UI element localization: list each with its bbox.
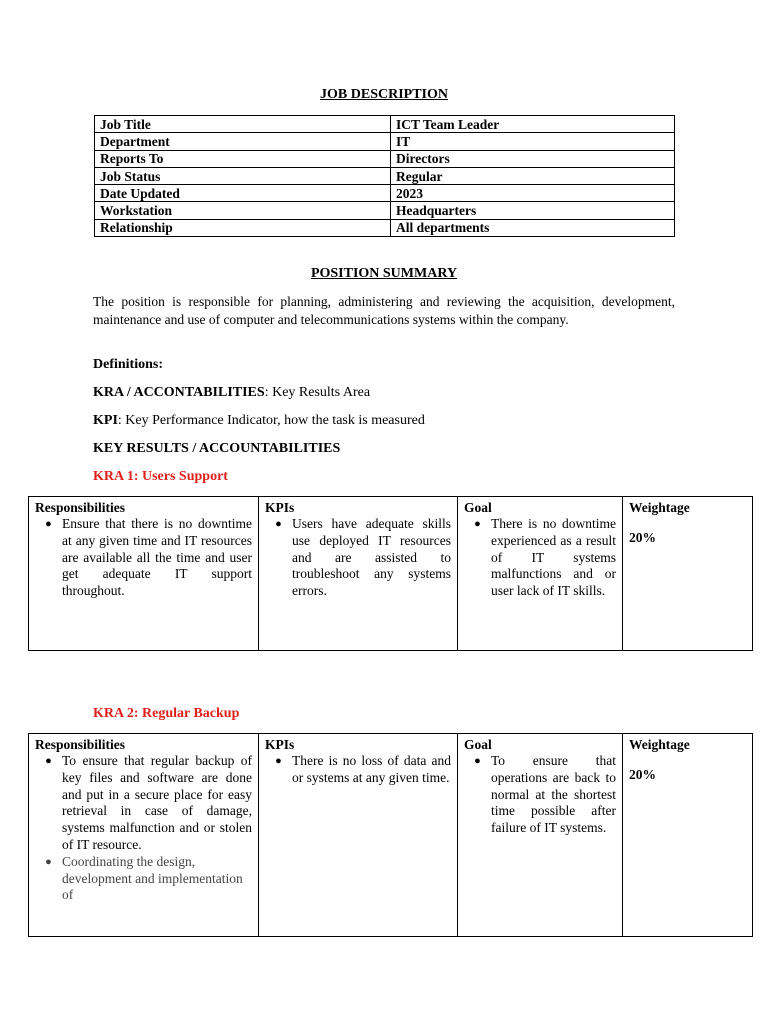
info-row <box>95 116 675 133</box>
kra2-weightage-value: 20% <box>629 767 656 782</box>
info-label: Date Updated <box>95 185 391 202</box>
kpi-definition <box>93 413 425 429</box>
responsibilities-header: Responsibilities <box>35 500 126 515</box>
weightage-header: Weightage <box>629 737 690 752</box>
info-value: IT <box>391 133 675 150</box>
kra-definition-text: : Key Results Area <box>264 385 371 400</box>
definitions-heading: Definitions: <box>93 357 163 372</box>
weightage-header: Weightage <box>629 500 690 515</box>
info-row <box>95 133 675 150</box>
kra1-weightage-value: 20% <box>629 530 656 545</box>
list-item <box>35 753 252 854</box>
responsibilities-header: Responsibilities <box>35 737 126 752</box>
kra1-kpis-cell <box>259 497 458 651</box>
kra1-responsibility-text: Ensure that there is no downtime at any given time and IT resources are available all the time and user get adequate IT support throughout. <box>62 516 252 599</box>
bullet-icon: ● <box>275 755 282 767</box>
kra2-weightage-cell <box>623 734 753 937</box>
info-row <box>95 150 675 167</box>
kra1-kpi-text: Users have adequate skills use deployed IT resources and are assisted to troubleshoot any systems errors. <box>292 516 451 599</box>
bullet-icon: ● <box>45 755 52 767</box>
kra1-title: KRA 1: Users Support <box>93 469 228 484</box>
kra2-title: KRA 2: Regular Backup <box>93 706 240 721</box>
kra2-kpis-cell <box>259 734 458 937</box>
kra1-responsibilities-cell <box>29 497 259 651</box>
bullet-icon: ● <box>474 755 481 767</box>
bullet-icon: ● <box>45 855 52 868</box>
info-row <box>95 219 675 236</box>
list-item <box>265 516 451 600</box>
info-row <box>95 167 675 184</box>
list-item <box>35 854 252 904</box>
kra2-responsibilities-cell <box>29 734 259 937</box>
info-value: Regular <box>391 167 675 184</box>
info-label: Department <box>95 133 391 150</box>
kra2-row <box>29 734 753 937</box>
list-item <box>464 753 616 837</box>
kra2-table <box>28 733 753 937</box>
info-value: All departments <box>391 219 675 236</box>
document-title: JOB DESCRIPTION <box>320 87 448 102</box>
info-label: Job Status <box>95 167 391 184</box>
info-value: Headquarters <box>391 202 675 219</box>
kpis-header: KPIs <box>265 737 295 752</box>
list-item <box>464 516 616 600</box>
info-row <box>95 185 675 202</box>
info-value: 2023 <box>391 185 675 202</box>
key-results-heading: KEY RESULTS / ACCOUNTABILITIES <box>93 441 341 456</box>
info-label: Reports To <box>95 150 391 167</box>
kra1-row <box>29 497 753 651</box>
info-label: Job Title <box>95 116 391 133</box>
kra1-weightage-cell <box>623 497 753 651</box>
bullet-icon: ● <box>45 518 52 530</box>
kpi-definition-text: : Key Performance Indicator, how the task is measured <box>117 413 425 428</box>
kra1-goal-text: There is no downtime experienced as a result of IT systems malfunctions and or user lack of IT skills. <box>491 516 616 599</box>
bullet-icon: ● <box>275 518 282 530</box>
kra2-goal-text: To ensure that operations are back to normal at the shortest time possible after failure of IT systems. <box>491 753 616 836</box>
kpi-term: KPI <box>93 413 118 428</box>
list-item <box>35 516 252 600</box>
kra1-goal-cell <box>458 497 623 651</box>
kra2-kpi-text: There is no loss of data and or systems at any given time. <box>292 753 451 785</box>
info-row <box>95 202 675 219</box>
kra2-goal-cell <box>458 734 623 937</box>
goal-header: Goal <box>464 500 492 515</box>
info-label: Relationship <box>95 219 391 236</box>
kpis-header: KPIs <box>265 500 295 515</box>
kra1-table <box>28 496 753 651</box>
job-info-table <box>94 115 675 237</box>
kra-definition <box>93 385 370 401</box>
list-item <box>265 753 451 787</box>
info-value: Directors <box>391 150 675 167</box>
goal-header: Goal <box>464 737 492 752</box>
position-summary-heading: POSITION SUMMARY <box>310 266 458 281</box>
position-summary-text: The position is responsible for planning, administering and reviewing the acquisition, development, maintenance and use of computer and telecommunications systems within the company. <box>93 294 675 327</box>
kra-term: KRA / ACCONTABILITIES <box>93 385 265 400</box>
bullet-icon: ● <box>474 518 481 530</box>
kra2-responsibility-1-text: To ensure that regular backup of key files and software are done and put in a secure place for easy retrieval in case of damage, systems malfunction and or stolen of IT resource. <box>62 753 252 852</box>
info-label: Workstation <box>95 202 391 219</box>
info-value: ICT Team Leader <box>391 116 675 133</box>
kra2-responsibility-2-text: Coordinating the design, development and implementation of <box>62 853 243 903</box>
